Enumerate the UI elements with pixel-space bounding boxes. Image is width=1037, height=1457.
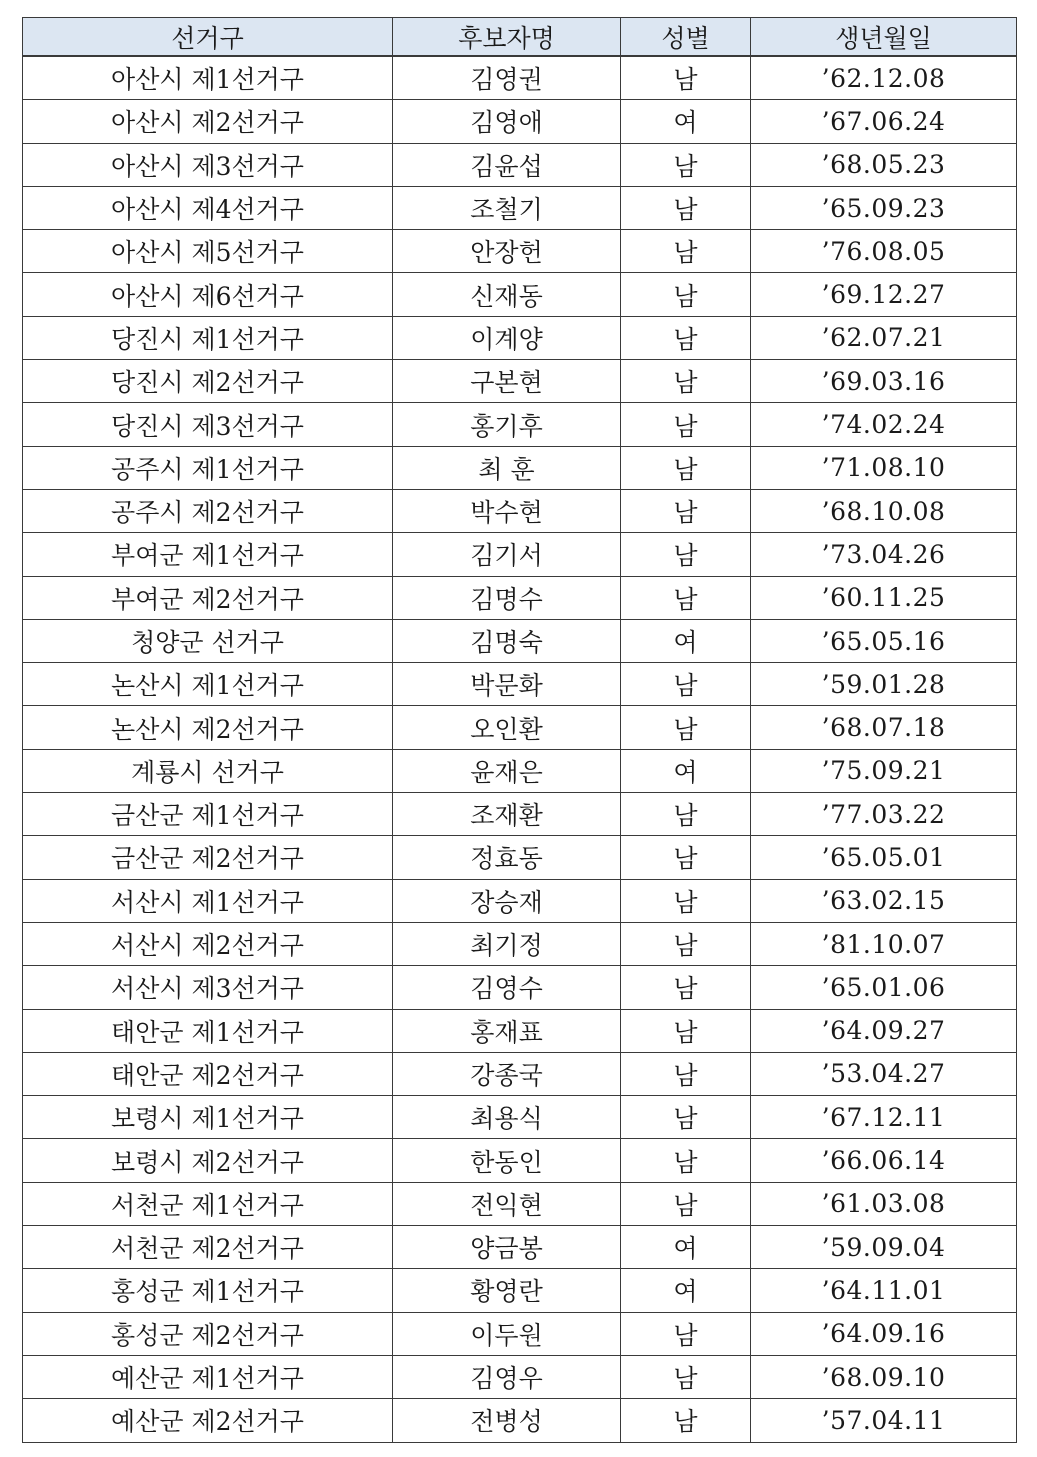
- gender-cell: 남: [621, 1139, 751, 1182]
- district-cell: 아산시 제1선거구: [23, 56, 393, 100]
- candidate-name-cell: 정효동: [393, 836, 621, 879]
- table-row: [23, 1096, 1017, 1139]
- header-candidate-name: 후보자명: [393, 18, 621, 57]
- birthdate-cell: ’ 81.10.07: [751, 922, 1017, 965]
- table-row: [23, 793, 1017, 836]
- candidate-name-cell: 김기서: [393, 533, 621, 576]
- table-row: [23, 1139, 1017, 1182]
- table-row: [23, 1009, 1017, 1052]
- gender-cell: 남: [621, 706, 751, 749]
- birthdate-cell: ’ 65.09.23: [751, 186, 1017, 229]
- birthdate-cell: ’ 64.09.16: [751, 1312, 1017, 1355]
- district-cell: 홍성군 제2선거구: [23, 1312, 393, 1355]
- birthdate-cell: ’ 66.06.14: [751, 1139, 1017, 1182]
- table-row: [23, 1182, 1017, 1225]
- gender-cell: 여: [621, 1269, 751, 1312]
- birthdate-cell: ’ 71.08.10: [751, 446, 1017, 489]
- gender-cell: 남: [621, 403, 751, 446]
- district-cell: 아산시 제3선거구: [23, 143, 393, 186]
- gender-cell: 남: [621, 663, 751, 706]
- gender-cell: 여: [621, 1226, 751, 1269]
- candidate-name-cell: 김영애: [393, 100, 621, 143]
- district-cell: 서산시 제3선거구: [23, 966, 393, 1009]
- table-row: [23, 230, 1017, 273]
- table-row: [23, 1355, 1017, 1398]
- header-gender: 성별: [621, 18, 751, 57]
- gender-cell: 남: [621, 56, 751, 100]
- birthdate-cell: ’ 69.03.16: [751, 360, 1017, 403]
- gender-cell: 남: [621, 966, 751, 1009]
- table-row: [23, 533, 1017, 576]
- table-row: [23, 576, 1017, 619]
- table-row: [23, 143, 1017, 186]
- table-row: [23, 273, 1017, 316]
- birthdate-cell: ’ 64.11.01: [751, 1269, 1017, 1312]
- candidate-name-cell: 홍재표: [393, 1009, 621, 1052]
- gender-cell: 남: [621, 360, 751, 403]
- header-row: [23, 18, 1017, 57]
- candidate-table-container: [22, 17, 1016, 1443]
- birthdate-cell: ’ 60.11.25: [751, 576, 1017, 619]
- candidate-name-cell: 장승재: [393, 879, 621, 922]
- birthdate-cell: ’ 65.05.16: [751, 619, 1017, 662]
- table-row: [23, 1269, 1017, 1312]
- district-cell: 보령시 제1선거구: [23, 1096, 393, 1139]
- candidate-name-cell: 김영우: [393, 1355, 621, 1398]
- table-row: [23, 403, 1017, 446]
- district-cell: 아산시 제4선거구: [23, 186, 393, 229]
- candidate-name-cell: 김영수: [393, 966, 621, 1009]
- table-row: [23, 1312, 1017, 1355]
- birthdate-cell: ’ 63.02.15: [751, 879, 1017, 922]
- gender-cell: 여: [621, 749, 751, 792]
- candidate-name-cell: 최기정: [393, 922, 621, 965]
- candidate-name-cell: 강종국: [393, 1052, 621, 1095]
- gender-cell: 남: [621, 143, 751, 186]
- table-row: [23, 1399, 1017, 1442]
- birthdate-cell: ’ 68.07.18: [751, 706, 1017, 749]
- district-cell: 태안군 제2선거구: [23, 1052, 393, 1095]
- candidate-name-cell: 조재환: [393, 793, 621, 836]
- district-cell: 당진시 제2선거구: [23, 360, 393, 403]
- gender-cell: 남: [621, 1182, 751, 1225]
- candidate-name-cell: 김명수: [393, 576, 621, 619]
- table-row: [23, 316, 1017, 359]
- gender-cell: 남: [621, 576, 751, 619]
- birthdate-cell: ’ 68.09.10: [751, 1355, 1017, 1398]
- gender-cell: 남: [621, 533, 751, 576]
- district-cell: 청양군 선거구: [23, 619, 393, 662]
- district-cell: 논산시 제1선거구: [23, 663, 393, 706]
- district-cell: 예산군 제2선거구: [23, 1399, 393, 1442]
- candidate-name-cell: 신재동: [393, 273, 621, 316]
- district-cell: 홍성군 제1선거구: [23, 1269, 393, 1312]
- candidate-name-cell: 박문화: [393, 663, 621, 706]
- candidate-name-cell: 최용식: [393, 1096, 621, 1139]
- candidate-name-cell: 전익현: [393, 1182, 621, 1225]
- birthdate-cell: ’ 77.03.22: [751, 793, 1017, 836]
- table-row: [23, 749, 1017, 792]
- birthdate-cell: ’ 62.12.08: [751, 56, 1017, 100]
- birthdate-cell: ’ 57.04.11: [751, 1399, 1017, 1442]
- district-cell: 보령시 제2선거구: [23, 1139, 393, 1182]
- district-cell: 공주시 제1선거구: [23, 446, 393, 489]
- birthdate-cell: ’ 64.09.27: [751, 1009, 1017, 1052]
- table-row: [23, 663, 1017, 706]
- gender-cell: 남: [621, 230, 751, 273]
- table-row: [23, 489, 1017, 532]
- district-cell: 예산군 제1선거구: [23, 1355, 393, 1398]
- candidate-name-cell: 한동인: [393, 1139, 621, 1182]
- table-row: [23, 879, 1017, 922]
- candidate-name-cell: 오인환: [393, 706, 621, 749]
- birthdate-cell: ’ 62.07.21: [751, 316, 1017, 359]
- table-row: [23, 56, 1017, 100]
- birthdate-cell: ’ 68.05.23: [751, 143, 1017, 186]
- candidate-name-cell: 전병성: [393, 1399, 621, 1442]
- birthdate-cell: ’ 67.06.24: [751, 100, 1017, 143]
- gender-cell: 남: [621, 922, 751, 965]
- table-row: [23, 922, 1017, 965]
- birthdate-cell: ’ 73.04.26: [751, 533, 1017, 576]
- district-cell: 금산군 제1선거구: [23, 793, 393, 836]
- table-row: [23, 446, 1017, 489]
- district-cell: 금산군 제2선거구: [23, 836, 393, 879]
- birthdate-cell: ’ 59.09.04: [751, 1226, 1017, 1269]
- district-cell: 아산시 제6선거구: [23, 273, 393, 316]
- table-row: [23, 1226, 1017, 1269]
- candidate-name-cell: 홍기후: [393, 403, 621, 446]
- gender-cell: 남: [621, 489, 751, 532]
- district-cell: 서산시 제1선거구: [23, 879, 393, 922]
- birthdate-cell: ’ 65.01.06: [751, 966, 1017, 1009]
- gender-cell: 남: [621, 793, 751, 836]
- table-body: [23, 56, 1017, 1442]
- gender-cell: 남: [621, 1399, 751, 1442]
- candidate-name-cell: 조철기: [393, 186, 621, 229]
- birthdate-cell: ’ 68.10.08: [751, 489, 1017, 532]
- gender-cell: 남: [621, 1355, 751, 1398]
- birthdate-cell: ’ 59.01.28: [751, 663, 1017, 706]
- district-cell: 태안군 제1선거구: [23, 1009, 393, 1052]
- candidate-name-cell: 양금봉: [393, 1226, 621, 1269]
- district-cell: 계룡시 선거구: [23, 749, 393, 792]
- district-cell: 서천군 제2선거구: [23, 1226, 393, 1269]
- district-cell: 논산시 제2선거구: [23, 706, 393, 749]
- district-cell: 부여군 제2선거구: [23, 576, 393, 619]
- birthdate-cell: ’ 61.03.08: [751, 1182, 1017, 1225]
- birthdate-cell: ’ 67.12.11: [751, 1096, 1017, 1139]
- table-row: [23, 1052, 1017, 1095]
- gender-cell: 남: [621, 186, 751, 229]
- table-row: [23, 100, 1017, 143]
- birthdate-cell: ’ 69.12.27: [751, 273, 1017, 316]
- district-cell: 당진시 제1선거구: [23, 316, 393, 359]
- gender-cell: 남: [621, 1009, 751, 1052]
- gender-cell: 남: [621, 1312, 751, 1355]
- candidate-table: [22, 17, 1017, 1443]
- table-row: [23, 360, 1017, 403]
- table-row: [23, 619, 1017, 662]
- birthdate-cell: ’ 74.02.24: [751, 403, 1017, 446]
- table-row: [23, 966, 1017, 1009]
- district-cell: 서천군 제1선거구: [23, 1182, 393, 1225]
- table-row: [23, 706, 1017, 749]
- gender-cell: 남: [621, 316, 751, 359]
- gender-cell: 남: [621, 273, 751, 316]
- candidate-name-cell: 구본현: [393, 360, 621, 403]
- candidate-name-cell: 박수현: [393, 489, 621, 532]
- district-cell: 당진시 제3선거구: [23, 403, 393, 446]
- header-district: 선거구: [23, 18, 393, 57]
- header-birthdate: 생년월일: [751, 18, 1017, 57]
- table-row: [23, 186, 1017, 229]
- district-cell: 아산시 제2선거구: [23, 100, 393, 143]
- candidate-name-cell: 김윤섭: [393, 143, 621, 186]
- candidate-name-cell: 윤재은: [393, 749, 621, 792]
- birthdate-cell: ’ 53.04.27: [751, 1052, 1017, 1095]
- candidate-name-cell: 황영란: [393, 1269, 621, 1312]
- birthdate-cell: ’ 76.08.05: [751, 230, 1017, 273]
- candidate-name-cell: 이두원: [393, 1312, 621, 1355]
- gender-cell: 남: [621, 446, 751, 489]
- birthdate-cell: ’ 65.05.01: [751, 836, 1017, 879]
- birthdate-cell: ’ 75.09.21: [751, 749, 1017, 792]
- gender-cell: 남: [621, 1096, 751, 1139]
- gender-cell: 여: [621, 100, 751, 143]
- gender-cell: 여: [621, 619, 751, 662]
- gender-cell: 남: [621, 1052, 751, 1095]
- candidate-name-cell: 김명숙: [393, 619, 621, 662]
- gender-cell: 남: [621, 836, 751, 879]
- candidate-name-cell: 김영권: [393, 56, 621, 100]
- candidate-name-cell: 이계양: [393, 316, 621, 359]
- district-cell: 서산시 제2선거구: [23, 922, 393, 965]
- district-cell: 공주시 제2선거구: [23, 489, 393, 532]
- district-cell: 부여군 제1선거구: [23, 533, 393, 576]
- district-cell: 아산시 제5선거구: [23, 230, 393, 273]
- table-row: [23, 836, 1017, 879]
- candidate-name-cell: 안장헌: [393, 230, 621, 273]
- gender-cell: 남: [621, 879, 751, 922]
- candidate-name-cell: 최 훈: [393, 446, 621, 489]
